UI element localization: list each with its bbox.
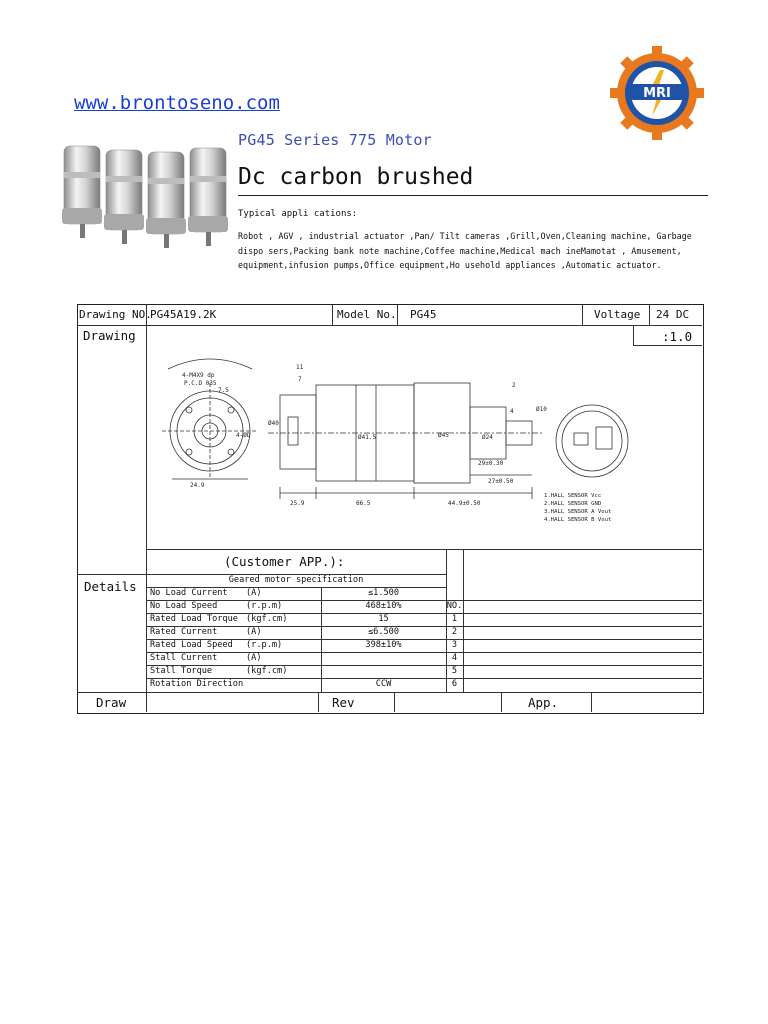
- dim-label: 66.5: [356, 500, 371, 507]
- spec-unit: (kgf.cm): [246, 614, 288, 624]
- voltage-label: Voltage: [594, 308, 641, 321]
- spec-table-header: Geared motor specification: [228, 575, 364, 585]
- dim-label: 7: [298, 376, 302, 383]
- dim-label: 4: [510, 408, 514, 415]
- footer-divider: [318, 692, 319, 712]
- app-label: App.: [528, 695, 559, 710]
- dim-label: Ø45: [438, 432, 449, 439]
- drawing-sheet: [77, 304, 704, 714]
- draw-label: Draw: [96, 695, 127, 710]
- dim-label: Ø24: [482, 434, 493, 441]
- dim-label: 11: [296, 364, 304, 371]
- spec-value: ≤6.500: [367, 627, 400, 637]
- spec-name: No Load Current: [150, 588, 228, 598]
- drawing-area-divider: [146, 549, 702, 550]
- dim-label: 29±0.30: [478, 460, 504, 467]
- motor-photo-3: [146, 152, 186, 248]
- spec-value: 398±10%: [365, 640, 402, 650]
- typical-applications-label: Typical appli cations:: [238, 209, 358, 219]
- spec-unit: (r.p.m): [246, 601, 283, 611]
- spec-unit: (A): [246, 627, 262, 637]
- applications-line: Robot , AGV , industrial actuator ,Pan/ Tilt cameras ,Grill,Oven,Cleaning machine, Garbage: [238, 231, 692, 241]
- footer-divider: [394, 692, 395, 712]
- dim-label: 4-ØD: [236, 432, 251, 439]
- technical-drawing: [148, 347, 632, 543]
- spec-name: Rated Load Torque: [150, 614, 238, 624]
- dim-label: 27±0.50: [488, 478, 514, 485]
- model-no-value: PG45: [410, 308, 437, 321]
- rev-no-cell: 6: [451, 679, 458, 689]
- dim-label: P.C.D 035: [184, 380, 217, 387]
- dim-label: Ø40: [268, 420, 279, 427]
- product-headline: Dc carbon brushed: [238, 164, 474, 190]
- spec-name: Rated Load Speed: [150, 640, 233, 650]
- spec-value: CCW: [375, 679, 392, 689]
- details-divider: [78, 574, 146, 575]
- title-row-divider: [78, 325, 702, 326]
- wire-label: 2.HALL SENSOR GND: [544, 501, 602, 507]
- title-divider: [397, 305, 398, 325]
- rev-no-cell: 2: [451, 627, 458, 637]
- spec-unit: (kgf.cm): [246, 666, 288, 676]
- wire-label: 1.HALL SENSOR Vcc: [544, 493, 602, 499]
- spec-name: Rated Current: [150, 627, 218, 637]
- rev-no-cell: 1: [451, 614, 458, 624]
- motor-photo-2: [104, 150, 144, 244]
- logo-text: MRI: [643, 86, 671, 101]
- dim-label: 25.9: [290, 500, 305, 507]
- headline-rule: [238, 195, 708, 196]
- dim-label: Ø10: [536, 406, 547, 413]
- dim-label: 44.9±0.50: [448, 500, 481, 507]
- spec-unit: (r.p.m): [246, 640, 283, 650]
- drawing-label: Drawing: [83, 328, 136, 343]
- rev-label: Rev: [332, 695, 355, 710]
- motor-product-photo: [48, 138, 238, 260]
- title-divider: [582, 305, 583, 325]
- scale-box-divider: [633, 345, 702, 346]
- mri-gear-logo: [608, 44, 706, 142]
- drawing-no-value: PG45A19.2K: [150, 308, 217, 321]
- rev-no-header: NO.: [446, 601, 463, 611]
- dim-label: 24.9: [190, 482, 205, 489]
- spec-value: ≤1.500: [367, 588, 400, 598]
- applications-line: dispo sers,Packing bank note machine,Coffee machine,Medical mach ineMamotat , Amusement,: [238, 245, 682, 256]
- title-divider: [332, 305, 333, 325]
- wire-label: 4.HALL SENSOR B Vout: [544, 517, 612, 523]
- footer-divider: [78, 692, 702, 693]
- spec-name: Rotation Direction: [150, 679, 244, 689]
- spec-value: 468±10%: [365, 601, 402, 611]
- title-divider: [649, 305, 650, 325]
- spec-name: No Load Speed: [150, 601, 218, 611]
- scale-value: :1.0: [662, 329, 693, 344]
- spec-row-line: [146, 665, 702, 666]
- dim-label: Ø41.5: [358, 434, 377, 441]
- website-link[interactable]: www.brontoseno.com: [74, 92, 280, 114]
- applications-line: equipment,infusion pumps,Office equipment,Ho usehold appliances ,Automatic actuator.: [238, 260, 662, 270]
- spec-unit: (A): [246, 653, 262, 663]
- details-label: Details: [84, 579, 137, 594]
- dim-label: 2: [512, 382, 516, 389]
- rev-no-cell: 5: [451, 666, 458, 676]
- scale-box-side: [633, 325, 634, 345]
- spec-unit: (A): [246, 588, 262, 598]
- spec-name: Stall Current: [150, 653, 218, 663]
- voltage-value: 24 DC: [656, 308, 690, 321]
- series-title: PG45 Series 775 Motor: [238, 131, 432, 149]
- dim-label: 4-M4X9 dp: [182, 372, 215, 379]
- motor-photo-1: [62, 146, 102, 238]
- footer-divider: [591, 692, 592, 712]
- hall-sensor-end-view: [556, 405, 628, 477]
- left-column-divider: [146, 305, 147, 712]
- rev-no-cell: 3: [451, 640, 458, 650]
- footer-divider: [501, 692, 502, 712]
- customer-app-label: (Customer APP.):: [224, 554, 345, 569]
- drawing-no-label: Drawing NO.: [79, 308, 152, 321]
- spec-row-line: [146, 652, 702, 653]
- spec-value: 15: [378, 614, 389, 624]
- rev-no-divider: [463, 549, 464, 692]
- wire-label: 3.HALL SENSOR A Vout: [544, 509, 612, 515]
- motor-photo-4: [188, 148, 228, 246]
- applications-text: [238, 229, 710, 273]
- model-no-label: Model No.: [337, 308, 397, 321]
- rev-no-cell: 4: [451, 653, 458, 663]
- dim-label: 7.5: [218, 387, 229, 394]
- spec-name: Stall Torque: [150, 666, 213, 676]
